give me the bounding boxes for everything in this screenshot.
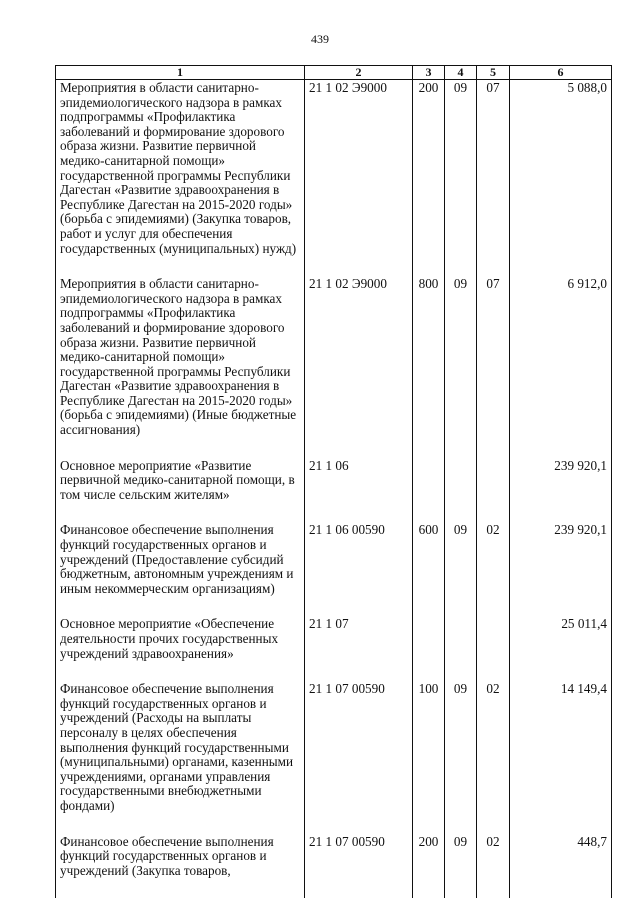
row-amount: 25 011,4 (510, 616, 612, 681)
row-amount: 6 912,0 (510, 276, 612, 458)
row-code: 21 1 02 Э9000 (305, 276, 413, 458)
column-header-4: 4 (445, 66, 477, 80)
row-col3: 200 (413, 80, 445, 277)
row-col5: 07 (477, 80, 510, 277)
row-col5: 07 (477, 276, 510, 458)
row-col4: 09 (445, 834, 477, 899)
row-code: 21 1 07 00590 (305, 681, 413, 833)
table-row (56, 834, 612, 899)
row-col5: 02 (477, 834, 510, 899)
row-col4: 09 (445, 681, 477, 833)
table-row (56, 80, 612, 277)
row-col5 (477, 616, 510, 681)
row-col4: 09 (445, 80, 477, 277)
table-row (56, 522, 612, 616)
row-col3: 200 (413, 834, 445, 899)
page-number: 439 (311, 32, 329, 46)
column-header-3: 3 (413, 66, 445, 80)
row-name: Финансовое обеспечение выполнения функций государственных органов и учреждений (Закупка товаров, (56, 834, 305, 899)
row-name: Основное мероприятие «Обеспечение деятельности прочих государственных учреждений здравоохранения» (56, 616, 305, 681)
table-row (56, 681, 612, 833)
row-code: 21 1 07 00590 (305, 834, 413, 899)
row-col4 (445, 458, 477, 523)
row-amount: 239 920,1 (510, 458, 612, 523)
row-amount: 5 088,0 (510, 80, 612, 277)
row-col5: 02 (477, 681, 510, 833)
table-header-row (56, 66, 612, 80)
table-row (56, 616, 612, 681)
row-col3: 800 (413, 276, 445, 458)
row-col3: 100 (413, 681, 445, 833)
row-amount: 239 920,1 (510, 522, 612, 616)
column-header-5: 5 (477, 66, 510, 80)
column-header-6: 6 (510, 66, 612, 80)
budget-table (55, 65, 612, 898)
row-col5: 02 (477, 522, 510, 616)
row-col3: 600 (413, 522, 445, 616)
table-row (56, 276, 612, 458)
row-col3 (413, 458, 445, 523)
column-header-2: 2 (305, 66, 413, 80)
row-col3 (413, 616, 445, 681)
row-amount: 448,7 (510, 834, 612, 899)
row-name: Основное мероприятие «Развитие первичной медико-санитарной помощи, в том числе сельским жителям» (56, 458, 305, 523)
row-name: Финансовое обеспечение выполнения функций государственных органов и учреждений (Предоставление субсидий бюджетным, автономным учреждениям и иным некоммерческим организациям) (56, 522, 305, 616)
row-col4: 09 (445, 276, 477, 458)
row-code: 21 1 07 (305, 616, 413, 681)
row-name: Мероприятия в области санитарно-эпидемиологического надзора в рамках подпрограммы «Профилактика заболеваний и формирование здорового образа жизни. Развитие первичной медико-санитарной помощи» государственной программы Республики Дагестан «Развитие здравоохранения в Республике Дагестан на 2015-2020 годы» (борьба с эпидемиями) (Закупка товаров, работ и услуг для обеспечения государственных (муниципальных) нужд) (56, 80, 305, 277)
table-row (56, 458, 612, 523)
row-name: Мероприятия в области санитарно-эпидемиологического надзора в рамках подпрограммы «Профилактика заболеваний и формирование здорового образа жизни. Развитие первичной медико-санитарной помощи» государственной программы Республики Дагестан «Развитие здравоохранения в Республике Дагестан на 2015-2020 годы» (борьба с эпидемиями) (Иные бюджетные ассигнования) (56, 276, 305, 458)
row-col4: 09 (445, 522, 477, 616)
row-amount: 14 149,4 (510, 681, 612, 833)
row-code: 21 1 02 Э9000 (305, 80, 413, 277)
row-name: Финансовое обеспечение выполнения функций государственных органов и учреждений (Расходы на выплаты персоналу в целях обеспечения выполнения функций государственными (муниципальными) органами, казенными учреждениями, органами управления государственными внебюджетными фондами) (56, 681, 305, 833)
row-col5 (477, 458, 510, 523)
row-col4 (445, 616, 477, 681)
row-code: 21 1 06 00590 (305, 522, 413, 616)
column-header-1: 1 (56, 66, 305, 80)
row-code: 21 1 06 (305, 458, 413, 523)
